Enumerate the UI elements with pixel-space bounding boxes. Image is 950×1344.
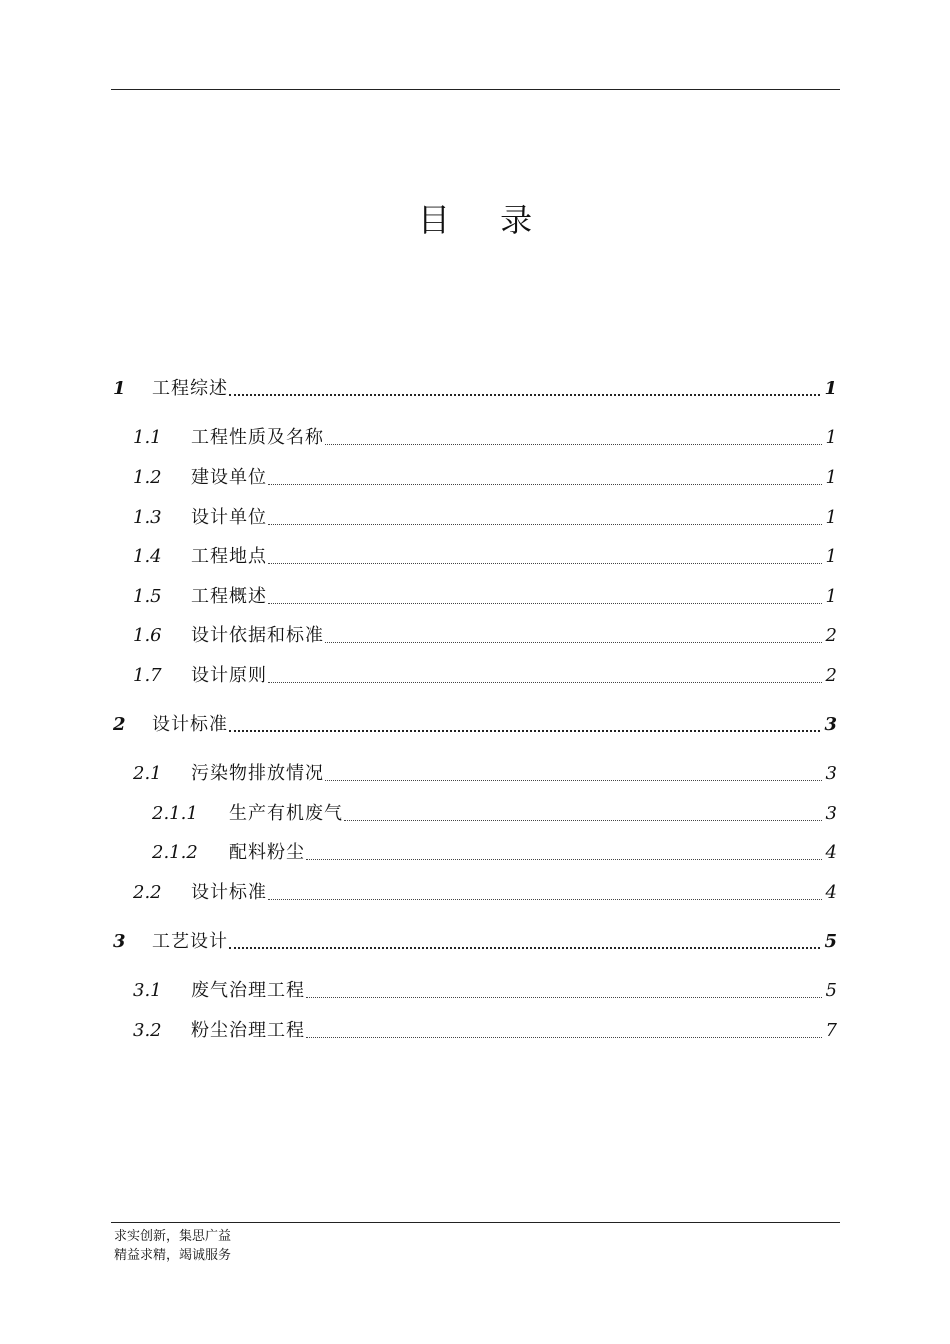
dot-leader <box>306 858 822 860</box>
toc-entry-1-4[interactable] <box>111 542 837 568</box>
document-title: 目 录 <box>417 201 553 239</box>
toc-entry-page: 1 <box>825 467 837 488</box>
toc-entry-page: 5 <box>825 980 837 1001</box>
toc-entry-page: 3 <box>825 803 837 824</box>
dot-leader <box>268 483 822 485</box>
toc-entry-title: 设计原则 <box>191 665 267 686</box>
toc-entry-page: 1 <box>825 427 837 448</box>
toc-entry-title: 粉尘治理工程 <box>191 1020 305 1041</box>
toc-entry-number: 2 <box>113 714 126 735</box>
toc-entry-number: 3.1 <box>133 980 162 1001</box>
dot-leader <box>268 562 822 564</box>
toc-entry-title: 工程性质及名称 <box>191 427 324 448</box>
toc-entry-1-3[interactable] <box>111 503 837 529</box>
toc-entry-title: 设计标准 <box>152 714 228 735</box>
toc-entry-title: 配料粉尘 <box>229 842 305 863</box>
toc-entry-title: 工程综述 <box>152 378 228 399</box>
toc-entry-number: 1.7 <box>133 665 162 686</box>
toc-entry-number: 3 <box>113 931 126 952</box>
toc-entry-1[interactable] <box>111 374 837 400</box>
toc-entry-number: 2.1.2 <box>152 842 198 863</box>
toc-entry-title: 废气治理工程 <box>191 980 305 1001</box>
dot-leader <box>344 819 822 821</box>
toc-entry-title: 污染物排放情况 <box>191 763 324 784</box>
toc-entry-3-1[interactable] <box>111 976 837 1002</box>
toc-entry-3[interactable] <box>111 927 837 953</box>
toc-entry-title: 生产有机废气 <box>229 803 343 824</box>
dot-leader <box>325 779 822 781</box>
footer-slogan-line-1: 求实创新，集思广益 <box>114 1229 232 1244</box>
toc-entry-title: 设计依据和标准 <box>191 625 324 646</box>
dot-leader <box>325 443 822 445</box>
toc-entry-1-1[interactable] <box>111 423 837 449</box>
toc-entry-number: 1.1 <box>133 427 162 448</box>
toc-entry-1-2[interactable] <box>111 463 837 489</box>
dot-leader <box>229 729 820 732</box>
toc-entry-page: 5 <box>824 931 837 952</box>
toc-entry-page: 4 <box>825 842 837 863</box>
dot-leader <box>229 946 820 949</box>
dot-leader <box>268 898 822 900</box>
toc-entry-page: 1 <box>825 507 837 528</box>
toc-entry-number: 1.4 <box>133 546 162 567</box>
toc-entry-1-6[interactable] <box>111 621 837 647</box>
toc-entry-2[interactable] <box>111 710 837 736</box>
toc-entry-number: 2.2 <box>133 882 162 903</box>
toc-entry-2-1-2[interactable] <box>111 838 837 864</box>
toc-entry-number: 1 <box>113 378 126 399</box>
toc-entry-page: 1 <box>825 546 837 567</box>
toc-entry-1-5[interactable] <box>111 582 837 608</box>
toc-entry-page: 7 <box>825 1020 837 1041</box>
toc-entry-page: 2 <box>825 625 837 646</box>
dot-leader <box>268 523 822 525</box>
toc-entry-number: 1.6 <box>133 625 162 646</box>
toc-entry-1-7[interactable] <box>111 661 837 687</box>
toc-entry-number: 2.1 <box>133 763 162 784</box>
toc-entry-2-2[interactable] <box>111 878 837 904</box>
toc-entry-page: 1 <box>824 378 837 399</box>
toc-entry-number: 1.2 <box>133 467 162 488</box>
dot-leader <box>268 602 822 604</box>
toc-entry-number: 1.5 <box>133 586 162 607</box>
dot-leader <box>268 681 822 683</box>
toc-entry-page: 2 <box>825 665 837 686</box>
toc-entry-title: 工程概述 <box>191 586 267 607</box>
dot-leader <box>306 996 822 998</box>
table-of-contents <box>111 0 837 1100</box>
toc-entry-title: 建设单位 <box>191 467 267 488</box>
footer-slogan-line-2: 精益求精，竭诚服务 <box>114 1248 232 1263</box>
toc-entry-title: 设计单位 <box>191 507 267 528</box>
dot-leader <box>229 393 820 396</box>
toc-entry-number: 1.3 <box>133 507 162 528</box>
toc-entry-page: 3 <box>825 763 837 784</box>
toc-entry-title: 设计标准 <box>191 882 267 903</box>
toc-entry-page: 1 <box>825 586 837 607</box>
toc-entry-title: 工艺设计 <box>152 931 228 952</box>
toc-entry-number: 3.2 <box>133 1020 162 1041</box>
toc-entry-3-2[interactable] <box>111 1016 837 1042</box>
dot-leader <box>325 641 822 643</box>
toc-entry-2-1-1[interactable] <box>111 799 837 825</box>
toc-entry-title: 工程地点 <box>191 546 267 567</box>
footer-rule <box>111 1222 840 1223</box>
toc-entry-page: 4 <box>825 882 837 903</box>
dot-leader <box>306 1036 822 1038</box>
toc-entry-2-1[interactable] <box>111 759 837 785</box>
toc-entry-number: 2.1.1 <box>152 803 198 824</box>
toc-entry-page: 3 <box>824 714 837 735</box>
